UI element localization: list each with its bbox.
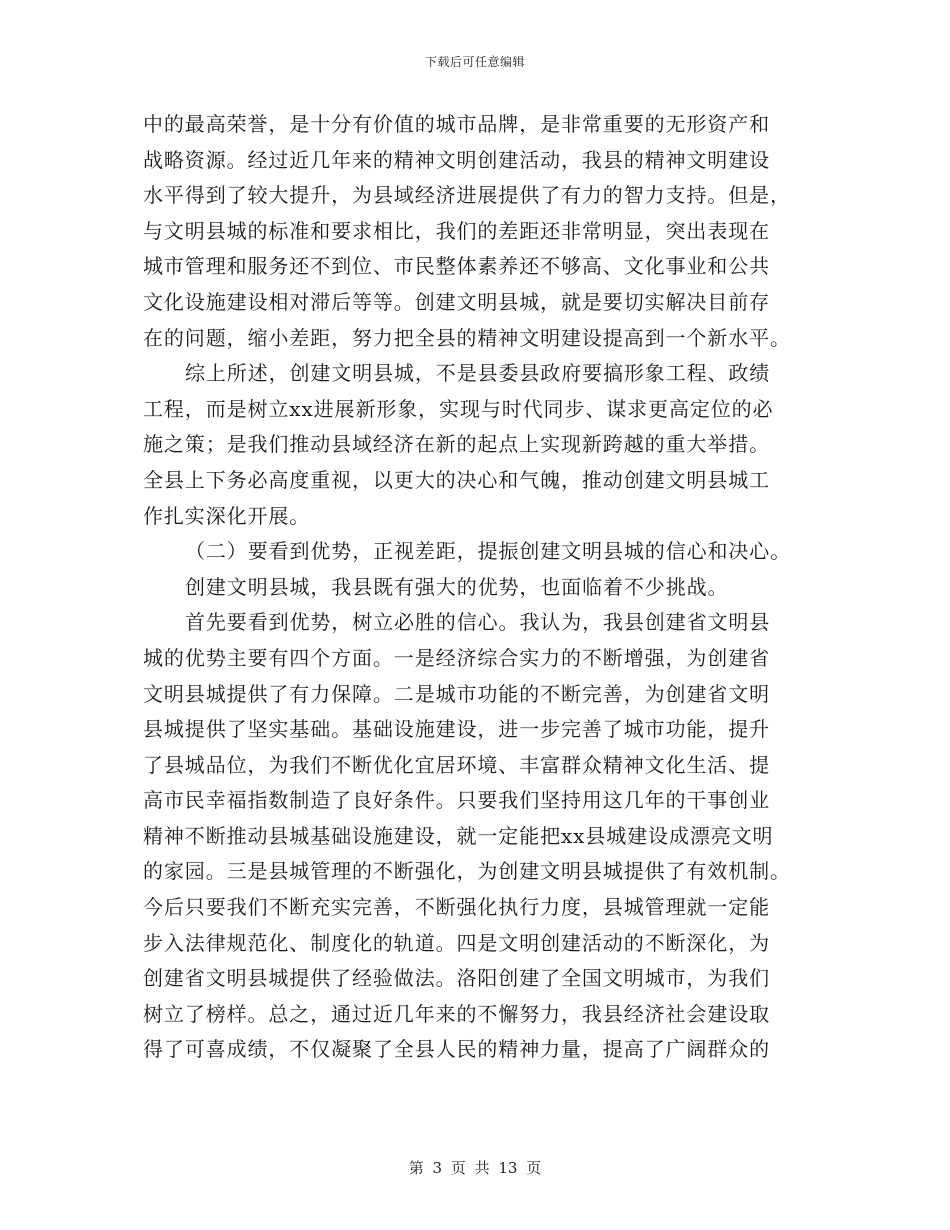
text-line: 作扎实深化开展。 — [143, 503, 311, 528]
text-line: 中的最高荣誉，是十分有价值的城市品牌，是非常重要的无形资产和 — [143, 112, 770, 136]
text-line: 文化设施建设相对滞后等等。创建文明县城，就是要切实解决目前存 — [143, 289, 770, 314]
text-line: 水平得到了较大提升，为县域经济进展提供了有力的智力支持。但是， — [143, 183, 791, 208]
text-line: 创建省文明县城提供了经验做法。洛阳创建了全国文明城市，为我们 — [143, 966, 770, 991]
text-line: 步入法律规范化、制度化的轨道。四是文明创建活动的不断深化，为 — [143, 930, 770, 955]
page-number-footer: 第 3 页 共 13 页 — [408, 1159, 542, 1177]
paragraph-start-line: 创建文明县城，我县既有强大的优势，也面临着不少挑战。 — [185, 574, 729, 599]
text-line: 与文明县城的标准和要求相比，我们的差距还非常明显，突出表现在 — [143, 218, 770, 243]
text-line: 施之策；是我们推动县域经济在新的起点上实现新跨越的重大举措。 — [143, 432, 770, 457]
text-line: 高市民幸福指数制造了良好条件。只要我们坚持用这几年的干事创业 — [143, 788, 770, 813]
paragraph-start-line: 综上所述，创建文明县城，不是县委县政府要搞形象工程、政绩 — [185, 361, 771, 386]
text-line: 城的优势主要有四个方面。一是经济综合实力的不断增强，为创建省 — [143, 645, 770, 670]
paragraph-start-line: 首先要看到优势，树立必胜的信心。我认为，我县创建省文明县 — [185, 610, 771, 635]
text-line: 城市管理和服务还不到位、市民整体素养还不够高、文化事业和公共 — [143, 254, 770, 279]
text-line: 了县城品位，为我们不断优化宜居环境、丰富群众精神文化生活、提 — [143, 752, 770, 777]
section-heading: （二）要看到优势，正视差距，提振创建文明县城的信心和决心。 — [185, 539, 792, 564]
text-line: 得了可喜成绩，不仅凝聚了全县人民的精神力量，提高了广阔群众的 — [143, 1037, 770, 1062]
text-line: 工程，而是树立xx进展新形象，实现与时代同步、谋求更高定位的必 — [143, 396, 774, 421]
text-line: 的家园。三是县城管理的不断强化，为创建文明县城提供了有效机制。 — [143, 859, 791, 884]
text-line: 县城提供了坚实基础。基础设施建设，进一步完善了城市功能，提升 — [143, 717, 770, 742]
page-header: 下载后可任意编辑 — [424, 55, 525, 69]
text-line: 全县上下务必高度重视，以更大的决心和气魄，推动创建文明县城工 — [143, 467, 770, 492]
text-line: 战略资源。经过近几年来的精神文明创建活动，我县的精神文明建设 — [143, 147, 770, 172]
text-line: 今后只要我们不断充实完善，不断强化执行力度，县城管理就一定能 — [143, 895, 770, 920]
text-line: 文明县城提供了有力保障。二是城市功能的不断完善，为创建省文明 — [143, 681, 770, 706]
text-line: 在的问题，缩小差距，努力把全县的精神文明建设提高到一个新水平。 — [143, 325, 791, 350]
text-line: 精神不断推动县城基础设施建设，就一定能把xx县城建设成漂亮文明 — [143, 823, 774, 848]
document-body — [143, 107, 809, 1068]
text-line: 树立了榜样。总之，通过近几年来的不懈努力，我县经济社会建设取 — [143, 1001, 770, 1026]
